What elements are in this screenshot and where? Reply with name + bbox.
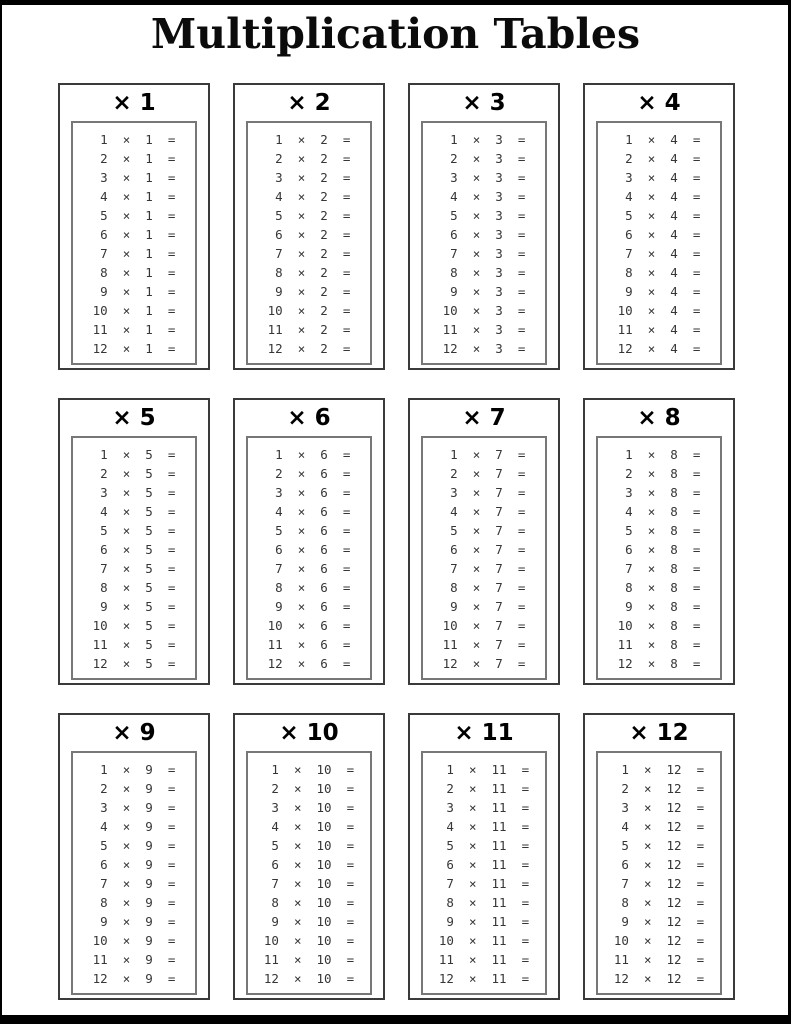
table-row: 12 × 11 = — [438, 971, 530, 986]
table-row: 4 × 9 = — [92, 819, 176, 834]
table-row: 2 × 6 = — [267, 466, 351, 481]
table-row: 2 × 10 = — [263, 781, 355, 796]
table-row: 1 × 11 = — [438, 762, 530, 777]
table-row: 2 × 9 = — [92, 781, 176, 796]
table-row: 3 × 8 = — [617, 485, 701, 500]
table-row: 8 × 10 = — [263, 895, 355, 910]
table-row: 9 × 12 = — [613, 914, 705, 929]
table-row: 9 × 9 = — [92, 914, 176, 929]
table-row: 3 × 5 = — [92, 485, 176, 500]
table-row: 10 × 12 = — [613, 933, 705, 948]
tables-grid — [58, 83, 735, 1000]
table-row: 6 × 6 = — [267, 542, 351, 557]
multiplication-card — [408, 713, 560, 1000]
table-row: 10 × 1 = — [92, 303, 176, 318]
table-row: 7 × 3 = — [442, 246, 526, 261]
table-row: 1 × 7 = — [442, 447, 526, 462]
table-row: 6 × 3 = — [442, 227, 526, 242]
table-row: 11 × 11 = — [438, 952, 530, 967]
table-row: 8 × 8 = — [617, 580, 701, 595]
card-header: × 1 — [112, 90, 156, 116]
table-row: 12 × 3 = — [442, 341, 526, 356]
table-row: 7 × 5 = — [92, 561, 176, 576]
page-title: Multiplication Tables — [150, 10, 641, 58]
table-row: 4 × 2 = — [267, 189, 351, 204]
table-row: 4 × 10 = — [263, 819, 355, 834]
table-row: 4 × 8 = — [617, 504, 701, 519]
table-row: 5 × 8 = — [617, 523, 701, 538]
card-body — [71, 751, 197, 995]
table-row: 12 × 6 = — [267, 656, 351, 671]
table-row: 8 × 5 = — [92, 580, 176, 595]
table-row: 1 × 4 = — [617, 132, 701, 147]
table-row: 6 × 10 = — [263, 857, 355, 872]
table-row: 6 × 1 = — [92, 227, 176, 242]
table-row: 10 × 5 = — [92, 618, 176, 633]
card-header: × 3 — [462, 90, 506, 116]
table-row: 6 × 8 = — [617, 542, 701, 557]
table-row: 12 × 8 = — [617, 656, 701, 671]
table-row: 11 × 6 = — [267, 637, 351, 652]
table-row: 1 × 9 = — [92, 762, 176, 777]
multiplication-card — [58, 713, 210, 1000]
page-border-bottom — [0, 1015, 791, 1024]
table-row: 7 × 7 = — [442, 561, 526, 576]
table-row: 6 × 9 = — [92, 857, 176, 872]
table-row: 4 × 11 = — [438, 819, 530, 834]
table-row: 5 × 12 = — [613, 838, 705, 853]
table-row: 9 × 2 = — [267, 284, 351, 299]
table-row: 1 × 8 = — [617, 447, 701, 462]
table-row: 10 × 4 = — [617, 303, 701, 318]
table-row: 8 × 9 = — [92, 895, 176, 910]
table-row: 12 × 5 = — [92, 656, 176, 671]
table-row: 10 × 8 = — [617, 618, 701, 633]
table-row: 11 × 9 = — [92, 952, 176, 967]
table-row: 1 × 6 = — [267, 447, 351, 462]
table-row: 10 × 6 = — [267, 618, 351, 633]
table-row: 9 × 5 = — [92, 599, 176, 614]
table-row: 6 × 4 = — [617, 227, 701, 242]
table-row: 1 × 2 = — [267, 132, 351, 147]
table-row: 10 × 11 = — [438, 933, 530, 948]
table-row: 5 × 7 = — [442, 523, 526, 538]
table-row: 11 × 4 = — [617, 322, 701, 337]
table-row: 2 × 2 = — [267, 151, 351, 166]
card-body — [246, 436, 372, 680]
table-row: 12 × 10 = — [263, 971, 355, 986]
table-row: 2 × 11 = — [438, 781, 530, 796]
card-header: × 10 — [279, 720, 339, 746]
table-row: 5 × 10 = — [263, 838, 355, 853]
table-row: 3 × 6 = — [267, 485, 351, 500]
table-row: 7 × 1 = — [92, 246, 176, 261]
table-row: 12 × 12 = — [613, 971, 705, 986]
table-row: 7 × 9 = — [92, 876, 176, 891]
table-row: 5 × 3 = — [442, 208, 526, 223]
table-row: 11 × 10 = — [263, 952, 355, 967]
table-row: 7 × 6 = — [267, 561, 351, 576]
card-header: × 6 — [287, 405, 331, 431]
table-row: 3 × 4 = — [617, 170, 701, 185]
card-body — [421, 436, 547, 680]
table-row: 4 × 3 = — [442, 189, 526, 204]
table-row: 4 × 12 = — [613, 819, 705, 834]
table-row: 9 × 10 = — [263, 914, 355, 929]
table-row: 1 × 1 = — [92, 132, 176, 147]
table-row: 5 × 9 = — [92, 838, 176, 853]
table-row: 12 × 4 = — [617, 341, 701, 356]
card-body — [246, 121, 372, 365]
table-row: 8 × 7 = — [442, 580, 526, 595]
page-border-top — [0, 0, 791, 5]
table-row: 9 × 1 = — [92, 284, 176, 299]
card-body — [71, 121, 197, 365]
card-header: × 5 — [112, 405, 156, 431]
table-row: 5 × 11 = — [438, 838, 530, 853]
table-row: 2 × 12 = — [613, 781, 705, 796]
table-row: 7 × 4 = — [617, 246, 701, 261]
table-row: 12 × 1 = — [92, 341, 176, 356]
table-row: 7 × 10 = — [263, 876, 355, 891]
table-row: 8 × 4 = — [617, 265, 701, 280]
multiplication-card — [583, 713, 735, 1000]
table-row: 2 × 3 = — [442, 151, 526, 166]
table-row: 1 × 3 = — [442, 132, 526, 147]
table-row: 7 × 8 = — [617, 561, 701, 576]
table-row: 3 × 2 = — [267, 170, 351, 185]
table-row: 3 × 1 = — [92, 170, 176, 185]
card-header: × 2 — [287, 90, 331, 116]
table-row: 12 × 7 = — [442, 656, 526, 671]
table-row: 5 × 4 = — [617, 208, 701, 223]
card-body — [596, 436, 722, 680]
table-row: 7 × 12 = — [613, 876, 705, 891]
card-body — [246, 751, 372, 995]
table-row: 10 × 3 = — [442, 303, 526, 318]
multiplication-card — [583, 398, 735, 685]
table-row: 10 × 10 = — [263, 933, 355, 948]
multiplication-card — [233, 713, 385, 1000]
table-row: 5 × 1 = — [92, 208, 176, 223]
table-row: 3 × 12 = — [613, 800, 705, 815]
table-row: 2 × 8 = — [617, 466, 701, 481]
table-row: 7 × 11 = — [438, 876, 530, 891]
table-row: 9 × 7 = — [442, 599, 526, 614]
table-row: 2 × 4 = — [617, 151, 701, 166]
multiplication-card — [233, 398, 385, 685]
table-row: 9 × 11 = — [438, 914, 530, 929]
card-body — [71, 436, 197, 680]
table-row: 12 × 2 = — [267, 341, 351, 356]
card-header: × 12 — [629, 720, 689, 746]
card-header: × 4 — [637, 90, 681, 116]
table-row: 5 × 5 = — [92, 523, 176, 538]
table-row: 8 × 11 = — [438, 895, 530, 910]
table-row: 3 × 9 = — [92, 800, 176, 815]
table-row: 11 × 7 = — [442, 637, 526, 652]
table-row: 9 × 3 = — [442, 284, 526, 299]
table-row: 4 × 5 = — [92, 504, 176, 519]
table-row: 6 × 12 = — [613, 857, 705, 872]
card-body — [596, 121, 722, 365]
table-row: 4 × 4 = — [617, 189, 701, 204]
table-row: 3 × 7 = — [442, 485, 526, 500]
table-row: 9 × 6 = — [267, 599, 351, 614]
multiplication-card — [583, 83, 735, 370]
table-row: 8 × 3 = — [442, 265, 526, 280]
table-row: 10 × 9 = — [92, 933, 176, 948]
table-row: 11 × 3 = — [442, 322, 526, 337]
table-row: 3 × 3 = — [442, 170, 526, 185]
card-body — [596, 751, 722, 995]
card-header: × 11 — [454, 720, 514, 746]
table-row: 1 × 10 = — [263, 762, 355, 777]
table-row: 2 × 1 = — [92, 151, 176, 166]
multiplication-card — [408, 83, 560, 370]
table-row: 4 × 7 = — [442, 504, 526, 519]
table-row: 6 × 5 = — [92, 542, 176, 557]
table-row: 10 × 2 = — [267, 303, 351, 318]
multiplication-card — [58, 83, 210, 370]
table-row: 6 × 11 = — [438, 857, 530, 872]
table-row: 4 × 6 = — [267, 504, 351, 519]
table-row: 2 × 7 = — [442, 466, 526, 481]
table-row: 3 × 10 = — [263, 800, 355, 815]
table-row: 11 × 8 = — [617, 637, 701, 652]
table-row: 4 × 1 = — [92, 189, 176, 204]
table-row: 11 × 2 = — [267, 322, 351, 337]
table-row: 9 × 4 = — [617, 284, 701, 299]
table-row: 11 × 12 = — [613, 952, 705, 967]
table-row: 8 × 2 = — [267, 265, 351, 280]
table-row: 1 × 12 = — [613, 762, 705, 777]
table-row: 9 × 8 = — [617, 599, 701, 614]
multiplication-card — [408, 398, 560, 685]
page-border-left — [0, 0, 2, 1024]
card-header: × 8 — [637, 405, 681, 431]
table-row: 11 × 5 = — [92, 637, 176, 652]
card-body — [421, 121, 547, 365]
table-row: 6 × 7 = — [442, 542, 526, 557]
table-row: 8 × 12 = — [613, 895, 705, 910]
table-row: 2 × 5 = — [92, 466, 176, 481]
table-row: 1 × 5 = — [92, 447, 176, 462]
multiplication-card — [58, 398, 210, 685]
card-body — [421, 751, 547, 995]
card-header: × 7 — [462, 405, 506, 431]
card-header: × 9 — [112, 720, 156, 746]
table-row: 8 × 6 = — [267, 580, 351, 595]
multiplication-card — [233, 83, 385, 370]
table-row: 10 × 7 = — [442, 618, 526, 633]
table-row: 11 × 1 = — [92, 322, 176, 337]
table-row: 12 × 9 = — [92, 971, 176, 986]
table-row: 6 × 2 = — [267, 227, 351, 242]
table-row: 8 × 1 = — [92, 265, 176, 280]
table-row: 7 × 2 = — [267, 246, 351, 261]
table-row: 5 × 2 = — [267, 208, 351, 223]
table-row: 5 × 6 = — [267, 523, 351, 538]
table-row: 3 × 11 = — [438, 800, 530, 815]
